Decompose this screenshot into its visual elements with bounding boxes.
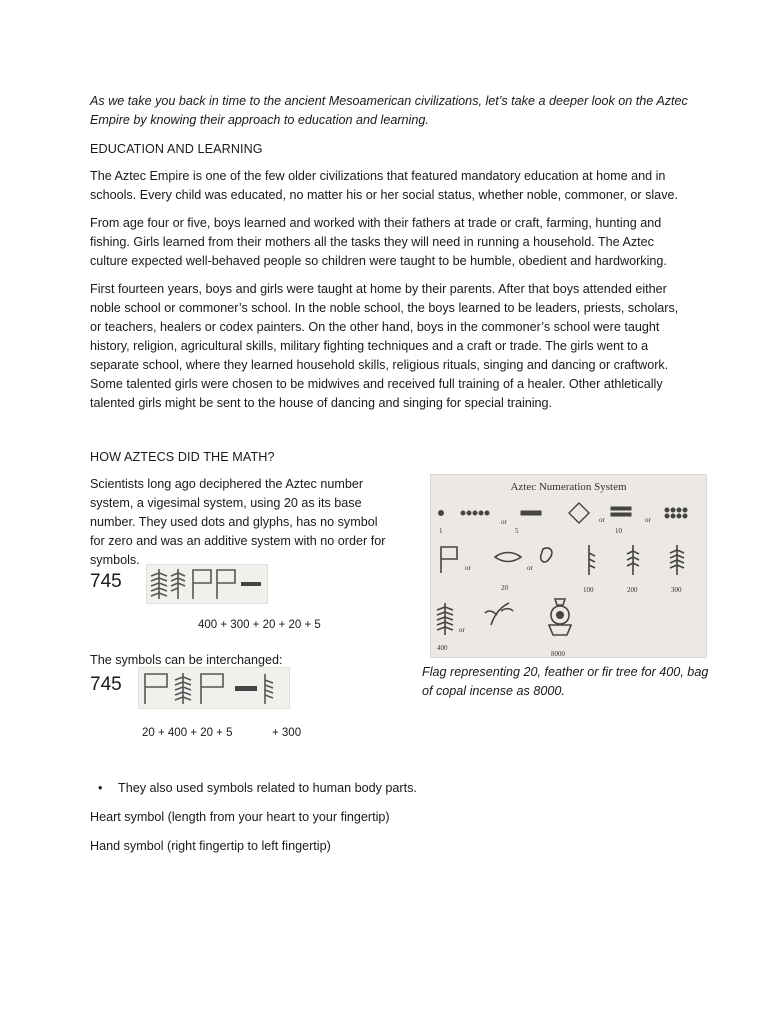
or-label-5: or [527,564,533,572]
intro-paragraph: As we take you back in time to the ancient Mesoamerican civilizations, let’s take a deeper look on the Aztec Empire by knowing their approach to education and learning. [90,94,688,127]
or-label-1: or [501,518,507,526]
label-5: 5 [515,527,519,535]
math-paragraph: Scientists long ago deciphered the Aztec number system, a vigesimal system, using 20 as its base number. They used dots and glyphs, has no symbol for zero and was an additive system with no order for symbols. [90,477,386,567]
tree-feather-glyphs-image [147,565,267,603]
interchange-label: The symbols can be interchanged: [90,653,283,667]
education-paragraph-1: The Aztec Empire is one of the few older civilizations that featured mandatory education at home and in schools. Every child was educated, no matter his or her social status, whether noble, commoner, or slave. [90,169,678,202]
example2-sum: 20 + 400 + 20 + 5 [142,727,233,739]
bullet-list [90,779,690,798]
heart-symbol-text: Heart symbol (length from your heart to your fingertip) [90,810,390,824]
label-1: 1 [439,527,443,535]
label-20: 20 [501,584,508,592]
document-page [90,92,709,905]
label-300: 300 [671,586,682,594]
label-200: 200 [627,586,638,594]
list-item: • They also used symbols related to human body parts. [118,779,690,798]
label-100: 100 [583,586,594,594]
example2-number: 745 [90,674,122,695]
or-label-3: or [645,516,651,524]
education-paragraph-2: From age four or five, boys learned and worked with their fathers at trade or craft, farming, hunting and fishing. Girls learned from their mothers all the tasks they will need in running a household. The Aztec culture expected well-behaved people so children were taught to be humble, obedient and hardworking. [90,216,667,268]
math-heading: HOW AZTECS DID THE MATH? [90,450,275,464]
flag-tree-glyphs-image [139,668,289,708]
education-paragraph-3: First fourteen years, boys and girls were taught at home by their parents. After that boys attended either noble school or commoner’s school. In the noble school, the boys learned to be leaders, priests, scholars, or teachers, healers or codex painters. On the other hand, boys in the commoner’s school were taught history, religion, agricultural skills, military fighting techniques and a craft or trade. The girls went to a separate school, where they learned household skills, religious rituals, singing and dancing or craftwork. Some talented girls were chosen to be midwives and received full training of a healer. Other athletically talented girls might be sent to the house of dancing and singing for special training. [90,282,679,410]
example1-number: 745 [90,571,122,592]
label-8000: 8000 [551,650,565,658]
figure-title: Aztec Numeration System [510,481,627,493]
example1-sum: 400 + 300 + 20 + 20 + 5 [198,619,321,631]
math-section [90,475,710,905]
education-heading: EDUCATION AND LEARNING [90,142,263,156]
hand-symbol-text: Hand symbol (right fingertip to left fingertip) [90,839,331,853]
or-label-6: or [459,626,465,634]
aztec-numeration-figure [430,474,707,658]
label-400: 400 [437,644,448,652]
example2-glyphs [138,667,290,709]
figure-caption: Flag representing 20, feather or fir tree for 400, bag of copal incense as 8000. [422,665,709,698]
example2-extra: + 300 [272,727,302,739]
numeration-symbols-image [431,475,706,657]
body-parts-section [90,779,690,866]
example1-glyphs [146,564,268,604]
or-label-2: or [599,516,605,524]
label-10: 10 [615,527,622,535]
or-label-4: or [465,564,471,572]
